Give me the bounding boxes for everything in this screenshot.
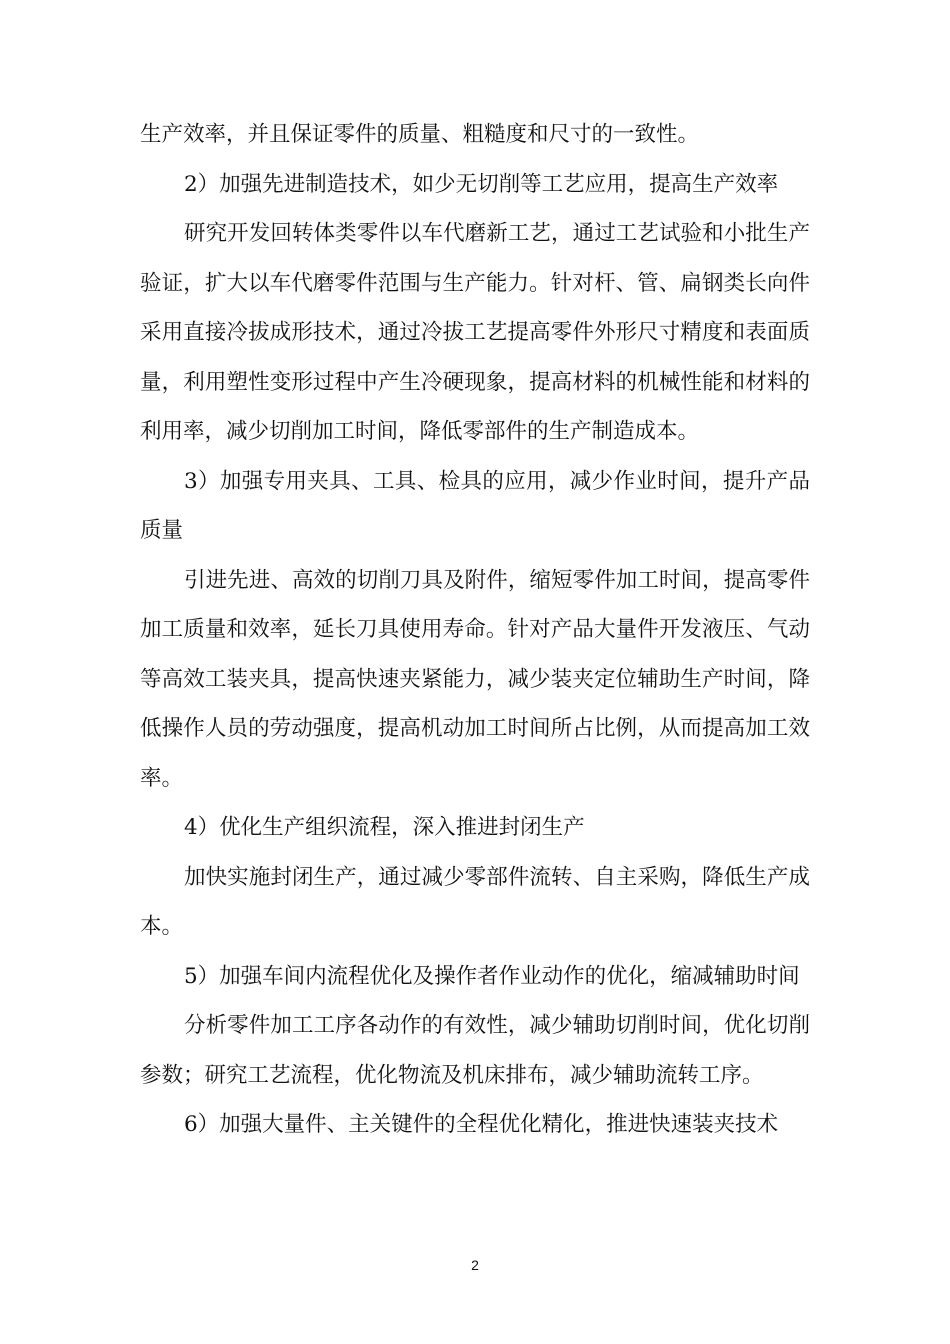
paragraph-1: 生产效率，并且保证零件的质量、粗糙度和尺寸的一致性。 bbox=[140, 122, 700, 147]
heading-2: 2）加强先进制造技术，如少无切削等工艺应用，提高生产效率 bbox=[184, 171, 779, 197]
paragraph-5: 分析零件加工工序各动作的有效性，减少辅助切削时间，优化切削参数；研究工艺流程，优化物流及机床排布，减少辅助流转工序。 bbox=[140, 1013, 810, 1088]
paragraph-4: 加快实施封闭生产，通过减少零部件流转、自主采购，降低生产成本。 bbox=[140, 864, 810, 939]
heading-4: 4）优化生产组织流程，深入推进封闭生产 bbox=[184, 815, 585, 840]
heading-3: 3）加强专用夹具、工具、检具的应用，减少作业时间，提升产品质量 bbox=[140, 468, 810, 543]
heading-6: 6）加强大量件、主关键件的全程优化精化，推进快速装夹技术 bbox=[184, 1112, 779, 1137]
document-body bbox=[140, 110, 810, 1150]
page-number: 2 bbox=[471, 1257, 479, 1273]
heading-5: 5）加强车间内流程优化及操作者作业动作的优化，缩减辅助时间 bbox=[184, 963, 800, 989]
paragraph-3: 引进先进、高效的切削刀具及附件，缩短零件加工时间，提高零件加工质量和效率，延长刀具使用寿命。针对产品大量件开发液压、气动等高效工装夹具，提高快速夹紧能力，减少装夹定位辅助生产时间，降低操作人员的劳动强度，提高机动加工时间所占比例，从而提高加工效率。 bbox=[140, 567, 810, 791]
paragraph-2: 研究开发回转体类零件以车代磨新工艺，通过工艺试验和小批生产验证，扩大以车代磨零件范围与生产能力。针对杆、管、扁钢类长向件采用直接冷拔成形技术，通过冷拔工艺提高零件外形尺寸精度和表面质量，利用塑性变形过程中产生冷硬现象，提高材料的机械性能和材料的利用率，减少切削加工时间，降低零部件的生产制造成本。 bbox=[140, 221, 810, 444]
